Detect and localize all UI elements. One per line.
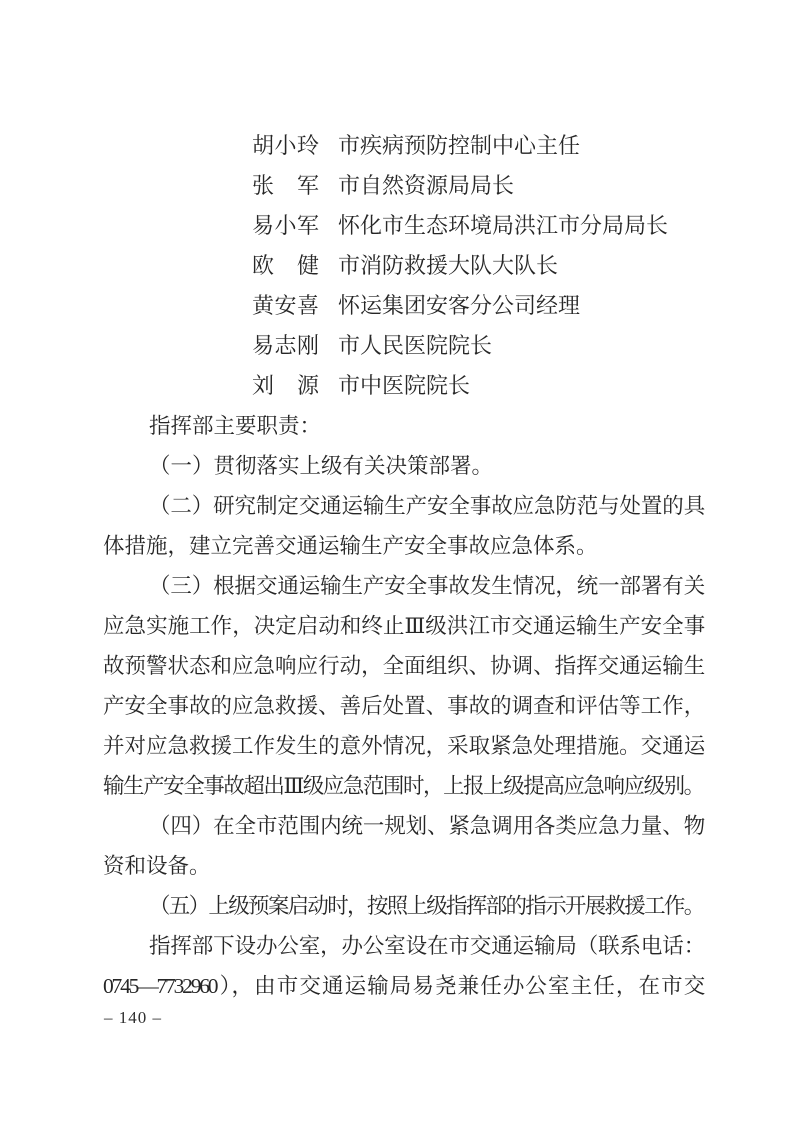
member-name: 易志刚 — [252, 333, 319, 358]
body-line-item-3-cont: 故预警状态和应急响应行动，全面组织、协调、指挥交通运输生 — [103, 654, 703, 678]
member-title: 市中医院院长 — [338, 373, 471, 398]
document-body — [103, 126, 703, 1006]
member-title: 市消防救援大队大队长 — [338, 253, 559, 278]
member-row — [103, 366, 703, 406]
body-line-item-3-cont: 输生产安全事故超出Ⅲ级应急范围时，上报上级提高应急响应级别。 — [103, 774, 703, 798]
body-line-item-5: （五）上级预案启动时，按照上级指挥部的指示开展救援工作。 — [149, 894, 703, 918]
body-line-item-3-cont: 并对应急救援工作发生的意外情况，采取紧急处理措施。交通运 — [103, 734, 703, 758]
body-line-item-4: （四）在全市范围内统一规划、紧急调用各类应急力量、物 — [149, 814, 703, 838]
body-line-item-3-cont: 产安全事故的应急救援、善后处置、事故的调查和评估等工作， — [103, 694, 703, 718]
body-line-duties-heading: 指挥部主要职责： — [149, 414, 322, 438]
body-line-item-2-cont: 体措施，建立完善交通运输生产安全事故应急体系。 — [103, 534, 598, 558]
member-name: 刘源 — [252, 373, 319, 398]
body-line-item-3: （三）根据交通运输生产安全事故发生情况，统一部署有关 — [149, 574, 703, 598]
member-name: 黄安喜 — [252, 293, 319, 318]
member-title: 市人民医院院长 — [338, 333, 493, 358]
member-title: 市疾病预防控制中心主任 — [338, 133, 581, 158]
member-title: 怀化市生态环境局洪江市分局局长 — [338, 213, 669, 238]
member-row — [103, 326, 703, 366]
member-name: 胡小玲 — [252, 133, 319, 158]
member-row — [103, 246, 703, 286]
body-line-item-3-cont: 应急实施工作，决定启动和终止Ⅲ级洪江市交通运输生产安全事 — [103, 614, 703, 638]
member-row — [103, 286, 703, 326]
member-row — [103, 206, 703, 246]
member-row — [103, 166, 703, 206]
member-name: 欧健 — [252, 253, 319, 278]
body-line-office: 指挥部下设办公室，办公室设在市交通运输局（联系电话： — [149, 934, 703, 958]
member-row — [103, 126, 703, 166]
body-line-office-cont: 0745—7732960），由市交通运输局易尧兼任办公室主任，在市交 — [103, 974, 703, 998]
page-number: – 140 – — [104, 1008, 162, 1027]
member-title: 怀运集团安客分公司经理 — [338, 293, 581, 318]
member-title: 市自然资源局局长 — [338, 173, 515, 198]
member-name: 易小军 — [252, 213, 319, 238]
member-name: 张军 — [252, 173, 319, 198]
body-line-item-1: （一）贯彻落实上级有关决策部署。 — [149, 454, 494, 478]
body-line-item-4-cont: 资和设备。 — [103, 854, 211, 878]
body-line-item-2: （二）研究制定交通运输生产安全事故应急防范与处置的具 — [149, 494, 703, 518]
